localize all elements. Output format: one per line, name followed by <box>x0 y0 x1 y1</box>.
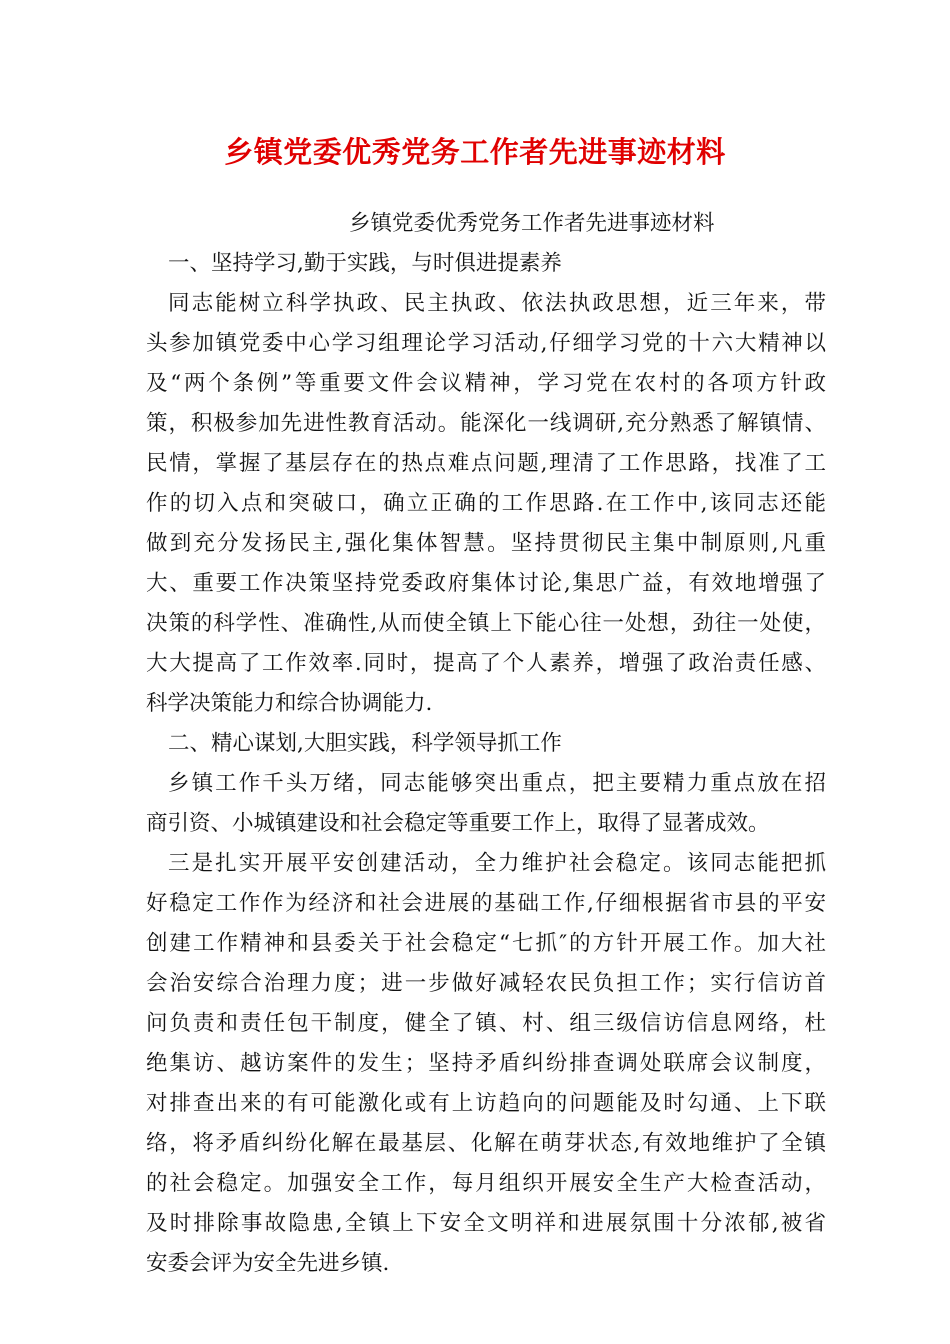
section-heading-1: 一、坚持学习,勤于实践，与时俱进提素养 <box>168 251 562 276</box>
paragraph-line: 民情，掌握了基层存在的热点难点问题,理清了工作思路，找准了工 <box>146 451 826 476</box>
paragraph-line: 决策的科学性、准确性,从而使全镇上下能心往一处想，劲往一处使， <box>146 611 826 636</box>
paragraph-line: 策，积极参加先进性教育活动。能深化一线调研,充分熟悉了解镇情、 <box>146 411 826 436</box>
paragraph-line: 作的切入点和突破口，确立正确的工作思路.在工作中,该同志还能 <box>146 491 826 516</box>
paragraph-line: 绝集访、越访案件的发生；坚持矛盾纠纷排查调处联席会议制度， <box>146 1051 826 1076</box>
document-subtitle: 乡镇党委优秀党务工作者先进事迹材料 <box>349 211 715 236</box>
paragraph-line: 络，将矛盾纠纷化解在最基层、化解在萌芽状态,有效地维护了全镇 <box>146 1131 826 1156</box>
paragraph-line: 三是扎实开展平安创建活动，全力维护社会稳定。该同志能把抓 <box>168 851 826 876</box>
paragraph-line: 及“两个条例”等重要文件会议精神，学习党在农村的各项方针政 <box>146 371 826 396</box>
paragraph-line: 安委会评为安全先进乡镇. <box>146 1251 390 1276</box>
paragraph-line: 会治安综合治理力度；进一步做好减轻农民负担工作；实行信访首 <box>146 971 826 996</box>
paragraph-line: 创建工作精神和县委关于社会稳定“七抓″的方针开展工作。加大社 <box>146 931 826 956</box>
paragraph-line: 及时排除事故隐患,全镇上下安全文明祥和进展氛围十分浓郁,被省 <box>146 1211 826 1236</box>
paragraph-line: 同志能树立科学执政、民主执政、依法执政思想，近三年来，带 <box>168 291 826 316</box>
paragraph-line: 商引资、小城镇建设和社会稳定等重要工作上，取得了显著成效。 <box>146 811 770 836</box>
document-body <box>146 204 826 1284</box>
document-title: 乡镇党委优秀党务工作者先进事迹材料 <box>224 135 726 169</box>
paragraph-line: 对排查出来的有可能激化或有上访趋向的问题能及时勾通、上下联 <box>146 1091 826 1116</box>
paragraph-line: 问负责和责任包干制度，健全了镇、村、组三级信访信息网络，杜 <box>146 1011 826 1036</box>
paragraph-line: 好稳定工作作为经济和社会进展的基础工作,仔细根据省市县的平安 <box>146 891 826 916</box>
section-heading-2: 二、精心谋划,大胆实践，科学领导抓工作 <box>168 731 562 756</box>
paragraph-line: 头参加镇党委中心学习组理论学习活动,仔细学习党的十六大精神以 <box>146 331 826 356</box>
paragraph-line: 乡镇工作千头万绪，同志能够突出重点，把主要精力重点放在招 <box>168 771 826 796</box>
paragraph-line: 科学决策能力和综合协调能力. <box>146 691 433 716</box>
paragraph-line: 大大提高了工作效率.同时，提高了个人素养，增强了政治责任感、 <box>146 651 826 676</box>
paragraph-line: 大、重要工作决策坚持党委政府集体讨论,集思广益，有效地增强了 <box>146 571 826 596</box>
paragraph-line: 做到充分发扬民主,强化集体智慧。坚持贯彻民主集中制原则,凡重 <box>146 531 826 556</box>
paragraph-line: 的社会稳定。加强安全工作，每月组织开展安全生产大检查活动， <box>146 1171 826 1196</box>
